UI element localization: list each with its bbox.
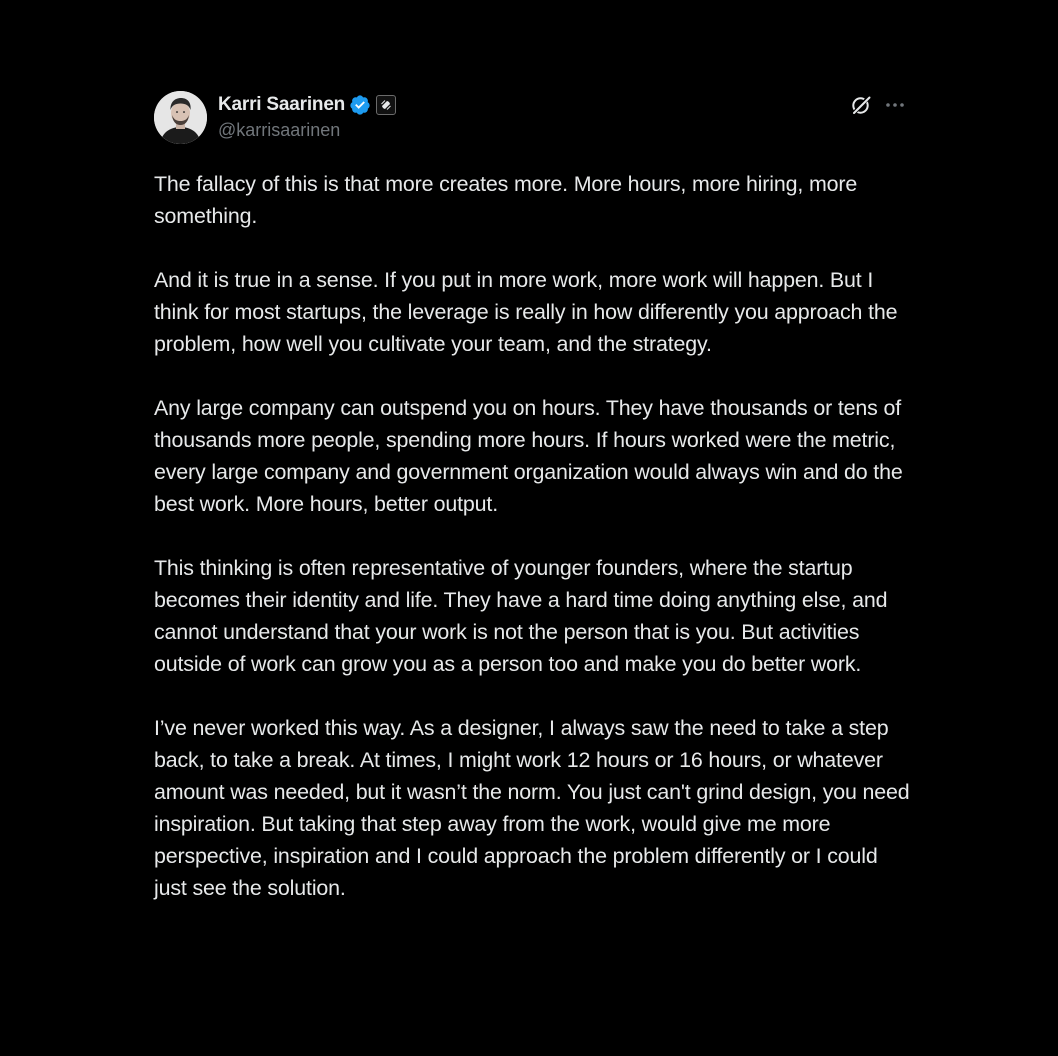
tweet-text: [154, 168, 914, 904]
tweet-paragraph: This thinking is often representative of younger founders, where the startup becomes their identity and life. They have a hard time doing anything else, and cannot understand that your work is not the person that is you. But activities outside of work can grow you as a person too and make you do better work.: [154, 556, 888, 676]
grok-icon[interactable]: [848, 92, 874, 118]
tweet-paragraph: The fallacy of this is that more creates more. More hours, more hiring, more something.: [154, 172, 858, 228]
avatar[interactable]: [154, 91, 207, 144]
tweet-actions: [848, 92, 908, 118]
tweet-paragraph: Any large company can outspend you on hours. They have thousands or tens of thousands more people, spending more hours. If hours worked were the metric, every large company and government organization would always win and do the best work. More hours, better output.: [154, 396, 903, 516]
tweet-paragraph: I’ve never worked this way. As a designer, I always saw the need to take a step back, to take a break. At times, I might work 12 hours or 16 hours, or whatever amount was needed, but it wasn’t the norm. You just can't grind design, you need inspiration. But taking that step away from the work, would give me more perspective, inspiration and I could approach the problem differently or I could just see the solution.: [154, 716, 910, 900]
author-name[interactable]: Karri Saarinen: [218, 94, 346, 115]
author-identity: [218, 93, 396, 141]
name-row: [218, 93, 396, 117]
author-handle[interactable]: @karrisaarinen: [218, 120, 341, 140]
more-options-icon[interactable]: [882, 92, 908, 118]
verified-badge-icon[interactable]: [349, 94, 371, 116]
avatar-image: [154, 91, 207, 144]
tweet-paragraph: And it is true in a sense. If you put in more work, more work will happen. But I think for most startups, the leverage is really in how differently you approach the problem, how well you cultivate your team, and the strategy.: [154, 268, 898, 356]
tweet-header: [154, 90, 914, 146]
tweet: [154, 90, 914, 904]
affiliate-badge-icon[interactable]: [376, 95, 396, 115]
